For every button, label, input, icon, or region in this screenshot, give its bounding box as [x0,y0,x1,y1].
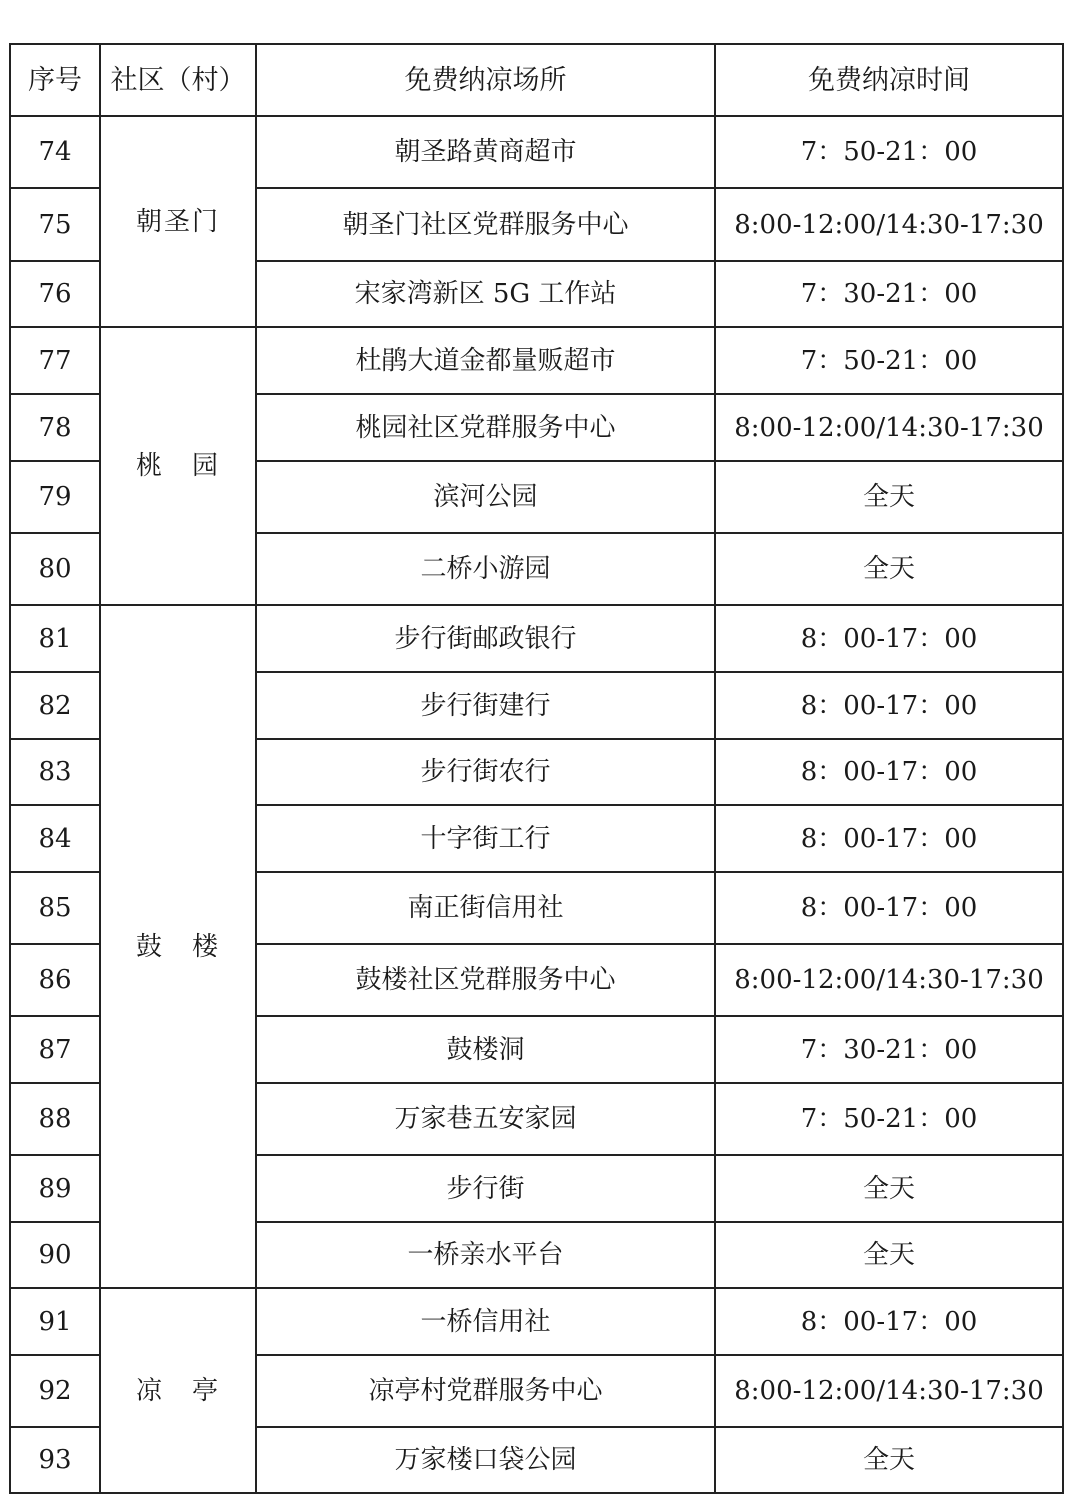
header-community: 社区（村） [100,44,256,116]
community-cell: 鼓 楼 [100,605,256,1288]
time-cell: 8:00-12:00/14:30-17:30 [715,1355,1063,1427]
table-row [10,1288,1063,1355]
header-no: 序号 [10,44,100,116]
row-number: 90 [10,1222,100,1288]
header-place: 免费纳凉场所 [256,44,715,116]
row-number: 74 [10,116,100,188]
cooling-sites-table [9,43,1064,1494]
place-cell: 南正街信用社 [256,872,715,944]
row-number: 75 [10,188,100,261]
place-cell: 杜鹃大道金都量贩超市 [256,327,715,394]
community-cell: 凉 亭 [100,1288,256,1493]
time-cell: 7：50-21：00 [715,116,1063,188]
place-cell: 桃园社区党群服务中心 [256,394,715,461]
row-number: 87 [10,1016,100,1083]
place-cell: 宋家湾新区 5G 工作站 [256,261,715,327]
table-header-row [10,44,1063,116]
time-cell: 8：00-17：00 [715,672,1063,739]
row-number: 88 [10,1083,100,1155]
time-cell: 全天 [715,1155,1063,1222]
table-row [10,327,1063,394]
place-cell: 万家楼口袋公园 [256,1427,715,1493]
row-number: 92 [10,1355,100,1427]
place-cell: 一桥信用社 [256,1288,715,1355]
place-cell: 朝圣路黄商超市 [256,116,715,188]
place-cell: 朝圣门社区党群服务中心 [256,188,715,261]
row-number: 86 [10,944,100,1016]
place-cell: 步行街 [256,1155,715,1222]
time-cell: 全天 [715,461,1063,533]
row-number: 85 [10,872,100,944]
time-cell: 7：50-21：00 [715,1083,1063,1155]
community-cell: 桃 园 [100,327,256,605]
place-cell: 鼓楼洞 [256,1016,715,1083]
table-row [10,116,1063,188]
row-number: 89 [10,1155,100,1222]
table-row [10,605,1063,672]
community-cell: 朝圣门 [100,116,256,327]
place-cell: 滨河公园 [256,461,715,533]
place-cell: 鼓楼社区党群服务中心 [256,944,715,1016]
time-cell: 全天 [715,533,1063,605]
place-cell: 凉亭村党群服务中心 [256,1355,715,1427]
time-cell: 8：00-17：00 [715,1288,1063,1355]
time-cell: 8:00-12:00/14:30-17:30 [715,944,1063,1016]
place-cell: 步行街邮政银行 [256,605,715,672]
row-number: 76 [10,261,100,327]
time-cell: 8：00-17：00 [715,739,1063,805]
row-number: 84 [10,805,100,872]
time-cell: 8：00-17：00 [715,872,1063,944]
header-time: 免费纳凉时间 [715,44,1063,116]
row-number: 81 [10,605,100,672]
time-cell: 8:00-12:00/14:30-17:30 [715,188,1063,261]
place-cell: 十字街工行 [256,805,715,872]
time-cell: 7：30-21：00 [715,1016,1063,1083]
row-number: 93 [10,1427,100,1493]
time-cell: 全天 [715,1222,1063,1288]
row-number: 80 [10,533,100,605]
place-cell: 步行街建行 [256,672,715,739]
place-cell: 万家巷五安家园 [256,1083,715,1155]
place-cell: 一桥亲水平台 [256,1222,715,1288]
row-number: 82 [10,672,100,739]
row-number: 79 [10,461,100,533]
row-number: 83 [10,739,100,805]
time-cell: 全天 [715,1427,1063,1493]
row-number: 78 [10,394,100,461]
time-cell: 8：00-17：00 [715,805,1063,872]
time-cell: 7：30-21：00 [715,261,1063,327]
place-cell: 二桥小游园 [256,533,715,605]
place-cell: 步行街农行 [256,739,715,805]
time-cell: 7：50-21：00 [715,327,1063,394]
time-cell: 8:00-12:00/14:30-17:30 [715,394,1063,461]
row-number: 91 [10,1288,100,1355]
time-cell: 8：00-17：00 [715,605,1063,672]
row-number: 77 [10,327,100,394]
